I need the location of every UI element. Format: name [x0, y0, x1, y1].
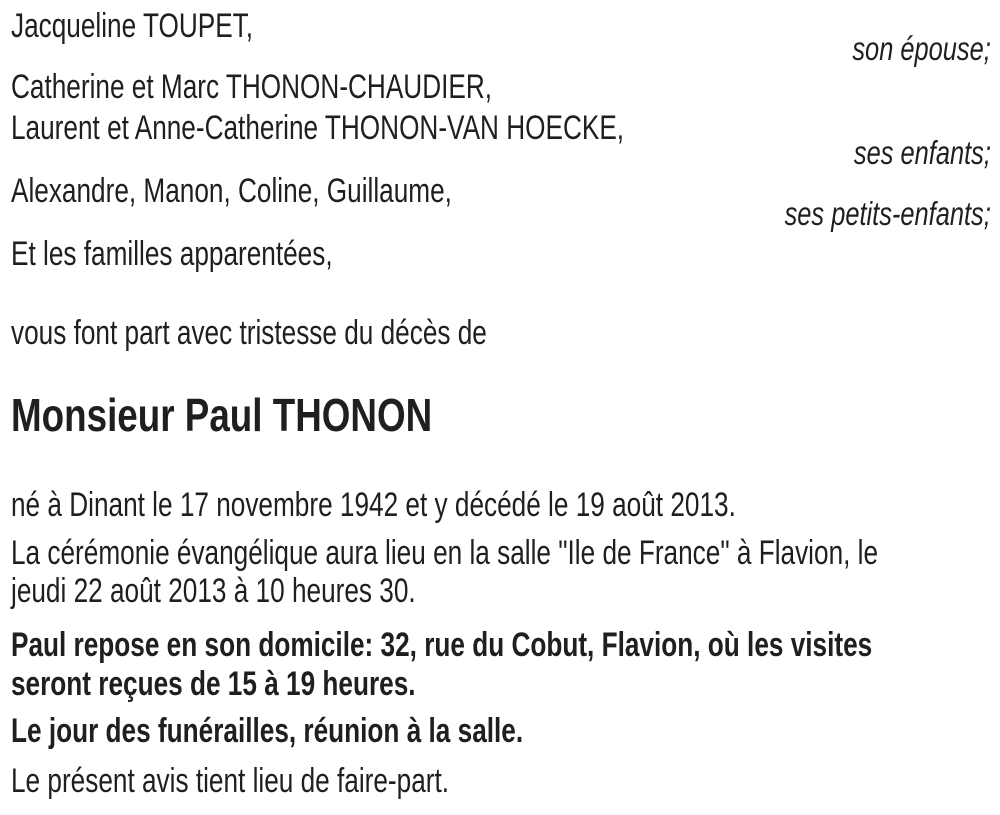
related-families-line: Et les familles apparentées,: [11, 235, 333, 273]
grandchildren-relation-label: ses petits-enfants;: [784, 195, 991, 232]
birth-death-line: né à Dinant le 17 novembre 1942 et y décédé le 19 août 2013.: [11, 486, 736, 524]
spouse-relation-label: son épouse;: [852, 30, 991, 67]
visitation-line-2: seront reçues de 15 à 19 heures.: [11, 665, 416, 703]
deceased-name-heading: Monsieur Paul THONON: [11, 389, 433, 441]
legal-notice-line: Le présent avis tient lieu de faire-part.: [11, 762, 450, 800]
ceremony-line-2: jeudi 22 août 2013 à 10 heures 30.: [11, 572, 416, 610]
spouse-name-line: Jacqueline TOUPET,: [11, 7, 254, 45]
children-names-line-2: Laurent et Anne-Catherine THONON-VAN HOECKE,: [11, 109, 625, 147]
ceremony-line-1: La cérémonie évangélique aura lieu en la salle "Ile de France" à Flavion, le: [11, 534, 879, 572]
visitation-line-1: Paul repose en son domicile: 32, rue du Cobut, Flavion, où les visites: [11, 626, 873, 664]
funeral-day-line: Le jour des funérailles, réunion à la salle.: [11, 712, 524, 750]
children-names-line-1: Catherine et Marc THONON-CHAUDIER,: [11, 68, 493, 106]
children-relation-label: ses enfants;: [853, 134, 991, 171]
grandchildren-names-line: Alexandre, Manon, Coline, Guillaume,: [11, 172, 452, 210]
announcement-line: vous font part avec tristesse du décès de: [11, 314, 487, 352]
